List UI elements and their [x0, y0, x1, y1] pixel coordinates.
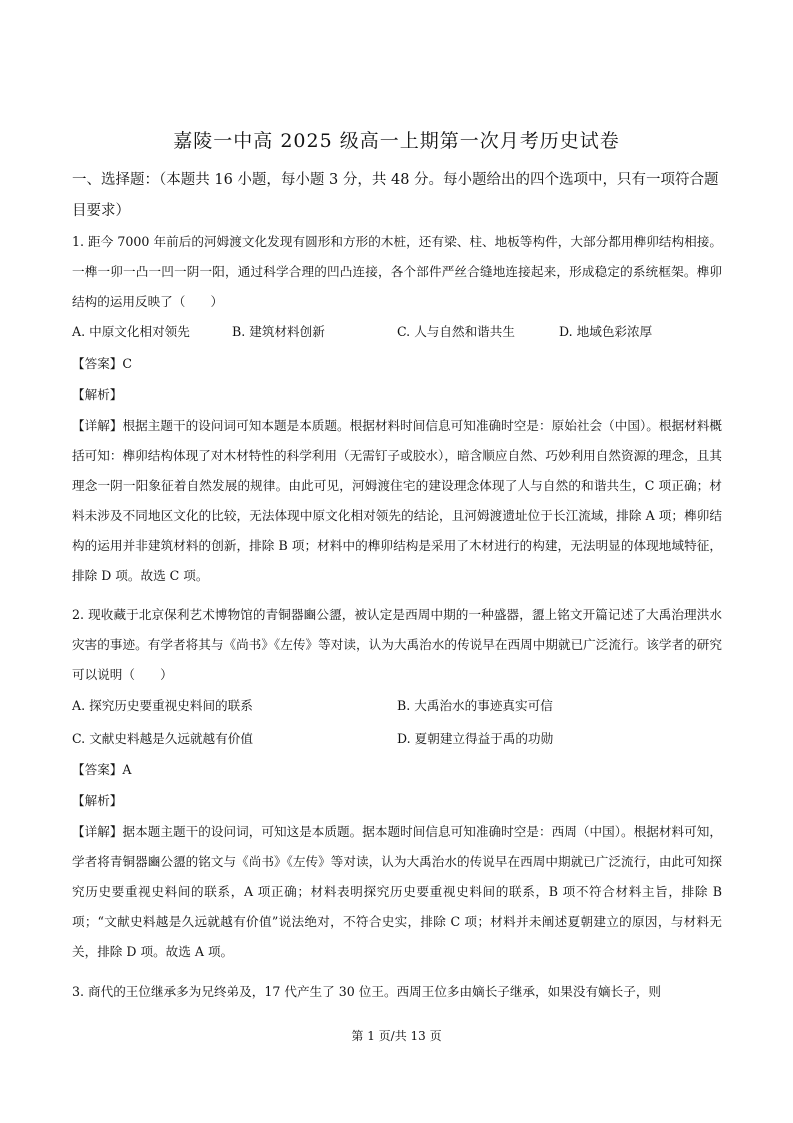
- question-1-answer: 【答案】C: [72, 356, 133, 371]
- exam-title: 嘉陵一中高 2025 级高一上期第一次月考历史试卷: [173, 130, 620, 152]
- question-2-analysis-label: 【解析】: [72, 793, 123, 808]
- question-2-option-b: B. 大禹治水的事迹真实可信: [397, 698, 553, 713]
- question-1-option-b: B. 建筑材料创新: [232, 324, 325, 339]
- question-1-analysis-label: 【解析】: [72, 387, 123, 402]
- question-1-detail: 【详解】根据主题干的设问词可知本题是本质题。根据材料时间信息可知准确时空是：原始社会（中国）。根据材料概括可知：榫卯结构体现了对木材特性的科学利用（无需钉子或胶水），暗含顺应自然、巧妙利用自然资源的理念，且其理念一阴一阳象征着自然发展的规律。由此可见，河姆渡住宅的建设理念体现了人与自然的和谐共生，C 项正确；材料未涉及不同地区文化的比较，无法体现中原文化相对领先的结论，且河姆渡遗址位于长江流域，排除 A 项；榫卯结构的运用并非建筑材料的创新，排除 B 项；材料中的榫卯结构是采用了木材进行的构建，无法明显的体现地域特征，排除 D 项。故选 C 项。: [72, 418, 722, 583]
- question-3-stem: 3. 商代的王位继承多为兄终弟及，17 代产生了 30 位王。西周王位多由嫡长子继承，如果没有嫡长子，则: [72, 984, 662, 999]
- question-2-stem: 2. 现收藏于北京保利艺术博物馆的青铜器豳公盨，被认定是西周中期的一种盛器，盨上铭文开篇记述了大禹治理洪水灾害的事迹。有学者将其与《尚书》《左传》等对读，认为大禹治水的传说早在西周中期就已广泛流行。该学者的研究可以说明（ ）: [72, 607, 722, 682]
- section-heading: 一、选择题：（本题共 16 小题，每小题 3 分，共 48 分。每小题给出的四个选项中，只有一项符合题目要求）: [72, 172, 719, 219]
- question-2-option-c: C. 文献史料越是久远就越有价值: [72, 731, 253, 746]
- question-1-option-d: D. 地域色彩浓厚: [559, 324, 653, 339]
- question-2-option-a: A. 探究历史要重视史料间的联系: [72, 698, 253, 713]
- question-1-option-a: A. 中原文化相对领先: [72, 324, 190, 339]
- question-1-stem: 1. 距今 7000 年前后的河姆渡文化发现有圆形和方形的木桩，还有梁、柱、地板等构件，大部分都用榫卯结构相接。一榫一卯一凸一凹一阴一阳，通过科学合理的凹凸连接，各个部件严丝合缝地连接起来，形成稳定的系统框架。榫卯结构的运用反映了（ ）: [72, 234, 722, 309]
- page-footer: 第 1 页/共 13 页: [351, 1029, 442, 1043]
- question-1-option-c: C. 人与自然和谐共生: [397, 324, 515, 339]
- question-2-detail: 【详解】据本题主题干的设问词，可知这是本质题。据本题时间信息可知准确时空是：西周（中国）。根据材料可知，学者将青铜器豳公盨的铭文与《尚书》《左传》等对读，认为大禹治水的传说早在西周中期就已广泛流行，由此可知探究历史要重视史料间的联系，A 项正确；材料表明探究历史要重视史料间的联系，B 项不符合材料主旨，排除 B 项；“文献史料越是久远就越有价值”说法绝对，不符合史实，排除 C 项；材料并未阐述夏朝建立的原因，与材料无关，排除 D 项。故选 A 项。: [72, 824, 722, 959]
- question-2-option-d: D. 夏朝建立得益于禹的功勋: [397, 731, 554, 746]
- question-2-answer: 【答案】A: [72, 762, 132, 777]
